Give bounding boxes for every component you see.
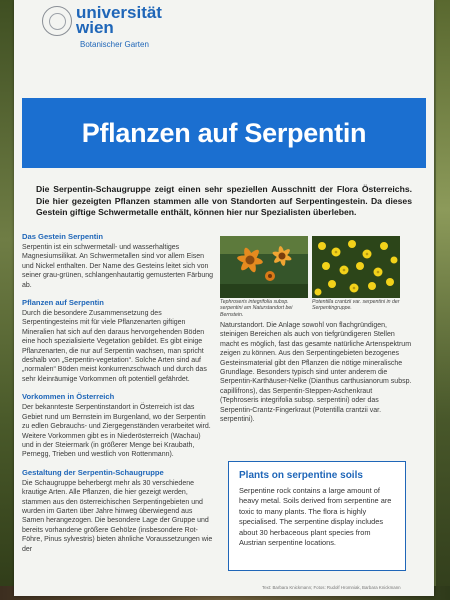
english-summary-box xyxy=(228,461,406,571)
section-heading: Pflanzen auf Serpentin xyxy=(22,298,104,308)
section-heading: Gestaltung der Serpentin-Schaugruppe xyxy=(22,467,164,477)
section-heading: Vorkommen in Österreich xyxy=(22,392,115,402)
vegetation-right xyxy=(436,0,450,600)
section-text: Serpentin ist ein schwermetall- und wasserhaltiges Magnesiumsilikat. An Schwermetallen sind vor allem Eisen und Nickel enthalten. Der Name des Gesteins leitet sich von seiner grau-grünen, schlangenhautartig gemusterten Färbung ab. xyxy=(22,244,214,289)
image-credit: Text: Barbara Knickmann; Fotos: Rudolf Hromniak, Barbara Knickmann xyxy=(262,585,401,590)
information-sign xyxy=(14,0,434,596)
university-name-line2: wien xyxy=(76,18,114,37)
botanical-garden-label: Botanischer Garten xyxy=(80,40,149,49)
summary-title: Plants on serpentine soils xyxy=(239,470,363,481)
section-heading: Das Gestein Serpentin xyxy=(22,232,104,241)
photo-potentilla xyxy=(312,236,400,298)
photo-tephroseris xyxy=(220,236,308,298)
university-seal-icon xyxy=(42,6,72,36)
photo-caption: Tephroseris integrifolia subsp. serpentini am Naturstandort bei Bernstein. xyxy=(220,299,293,318)
section-text: Die Schaugruppe beherbergt mehr als 30 verschiedene krautige Arten. Alle Pflanzen, die hier gezeigt werden, stammen aus den österreichischen Serpentingebieten und wurden im Garten über Jahre hinweg überwiegend aus Samen herangezogen. Die besondere Lage der Gruppe und bereits vorhandene größere Gehölze (insbesondere Rot-Föhre, Pinus sylvestris) bieten ähnliche Voraussetzungen wie der xyxy=(22,479,213,553)
university-name-line1: universität xyxy=(76,3,162,22)
title-banner xyxy=(22,98,426,168)
section-text: Der bekannteste Serpentinstandort in Österreich ist das Gebiet rund um Bernstein im Burgenland, wo der Serpentin zu edlen Gebrauchs- und Ziergegenständen verarbeitet wird. Weitere Vorkommen gibt es in Niederösterreich (Wachau) und in der Steiermark (in größerer Menge bei Kraubath, Pernegg, Trieben und westlich von Rottenmann). xyxy=(22,404,211,459)
right-column-text: Naturstandort. Die Anlage sowohl von flachgründigen, steinigen Bereichen als auch von tiefgründigeren Stellen macht es möglich, fast das gesamte natürliche Artenspektrum zeigen zu können. Aus den Serpentingebieten bezogenes Gesteinsmaterial gibt den Pflanzen die nötige mineralische Grundlage. Besonders typisch sind unter anderem die Serpentin-Karthäuser-Nelke (Dianthus carthusianorum subsp. capillifrons), das Serpentin-Steppen-Aschenkraut (Tephroseris integrifolia subsp. serpentini) oder das Serpentin-Crantz-Fingerkraut (Potentilla crantzii var. serpentini). xyxy=(220,322,412,424)
photo-caption: Potentilla crantzii var. serpentini in der Serpentingruppe. xyxy=(312,299,400,312)
summary-text: Serpentine rock contains a large amount of heavy metal. Soils derived from serpentine are toxic to many plants. The flora is highly specialised. The serpentine display includes about 30 herbaceous plant species from Austrian serpentine locations. xyxy=(239,486,392,548)
section-text: Durch die besondere Zusammensetzung des Serpentingesteins mit für viele Pflanzenarten giftigen Mineralien hat sich auf den daraus hervorgehenden Böden eine hoch spezialisierte Vegetation gebildet. Es gibt einige Pflanzenarten, die nur auf Serpentin wachsen, man spricht deshalb von „Serpentin-vegetation“. Solche Arten sind auf „normalen“ Böden meist konkurrenzschwach und durch das sehr kleinräumige Vorkommen oft potentiell gefährdet. xyxy=(22,310,207,383)
left-column xyxy=(22,232,214,562)
intro-paragraph: Die Serpentin-Schaugruppe zeigt einen sehr speziellen Ausschnitt der Flora Österreichs. Die hier gezeigten Pflanzen stammen alle von Standorten auf Serpentingestein. Da dieses Gestein giftige Schwermetalle enthält, können hier nur Spezialisten überleben. xyxy=(36,184,412,217)
sign-title: Pflanzen auf Serpentin xyxy=(81,117,367,148)
university-logo-text xyxy=(76,5,162,35)
